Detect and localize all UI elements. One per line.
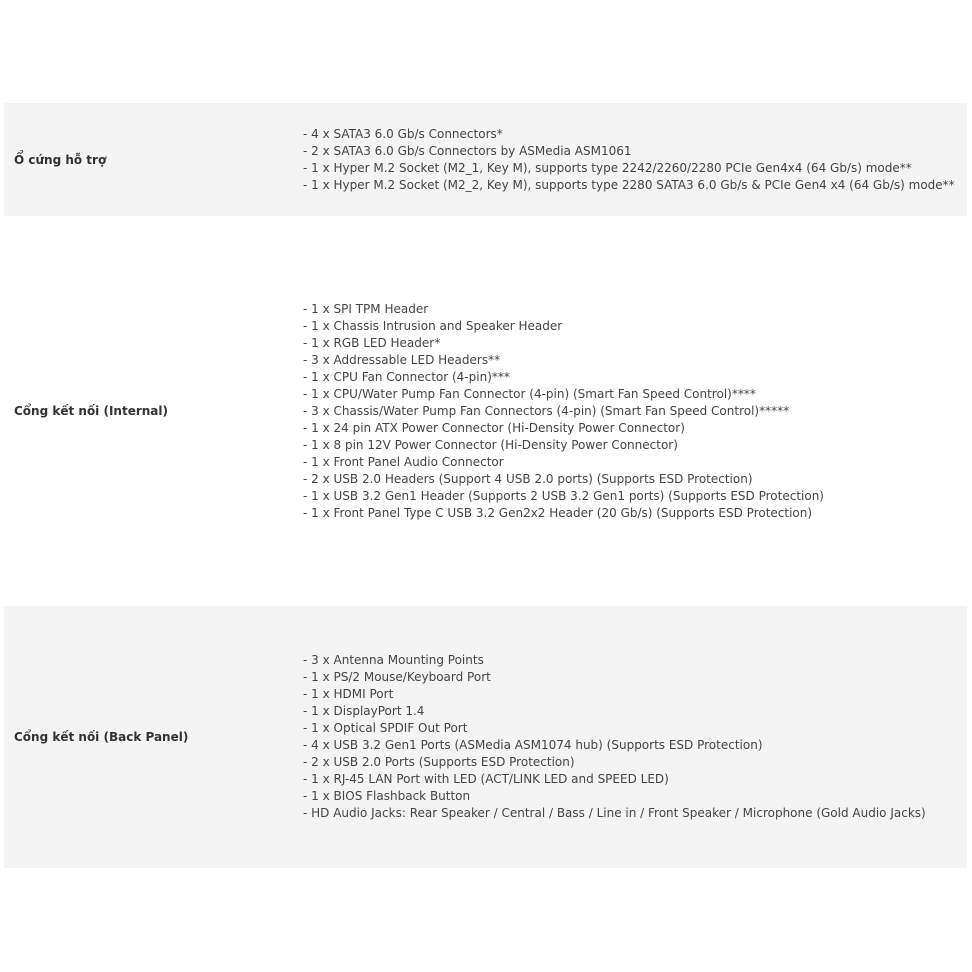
spec-item: - 1 x HDMI Port — [303, 687, 394, 701]
spec-item: - 1 x BIOS Flashback Button — [303, 789, 471, 803]
spec-item: - 4 x USB 3.2 Gen1 Ports (ASMedia ASM1074 hub) (Supports ESD Protection) — [303, 738, 763, 752]
spec-item: - 1 x Optical SPDIF Out Port — [303, 721, 468, 735]
spec-label-storage: Ổ cứng hỗ trợ — [14, 152, 107, 167]
spec-row-internal — [4, 216, 967, 606]
spec-row-back-panel — [4, 606, 967, 868]
spec-list-back-panel — [303, 652, 967, 822]
spec-item: - 1 x Front Panel Type C USB 3.2 Gen2x2 Header (20 Gb/s) (Supports ESD Protection) — [303, 505, 813, 520]
spec-label-internal: Cổng kết nối (Internal) — [14, 404, 168, 418]
spec-item: - 1 x CPU/Water Pump Fan Connector (4-pin) (Smart Fan Speed Control)**** — [303, 386, 756, 401]
spec-item: - 3 x Antenna Mounting Points — [303, 653, 484, 667]
spec-item: - 2 x USB 2.0 Ports (Supports ESD Protection) — [303, 755, 575, 769]
spec-table — [4, 103, 967, 868]
spec-item: - 1 x 24 pin ATX Power Connector (Hi-Density Power Connector) — [303, 420, 685, 435]
spec-item: - 1 x Hyper M.2 Socket (M2_2, Key M), supports type 2280 SATA3 6.0 Gb/s & PCIe Gen4 x4 (64 Gb/s) mode** — [303, 177, 955, 192]
spec-list-internal — [303, 301, 967, 522]
spec-item: - 1 x RJ-45 LAN Port with LED (ACT/LINK LED and SPEED LED) — [303, 772, 669, 786]
spec-item: - 1 x CPU Fan Connector (4-pin)*** — [303, 369, 510, 384]
spec-item: - 3 x Addressable LED Headers** — [303, 352, 501, 367]
spec-item: - 2 x USB 2.0 Headers (Support 4 USB 2.0 ports) (Supports ESD Protection) — [303, 471, 753, 486]
spec-item: - 3 x Chassis/Water Pump Fan Connectors (4-pin) (Smart Fan Speed Control)***** — [303, 403, 790, 418]
spec-item: - 1 x PS/2 Mouse/Keyboard Port — [303, 670, 491, 684]
spec-label-back-panel: Cổng kết nối (Back Panel) — [14, 730, 189, 744]
spec-item: - 1 x USB 3.2 Gen1 Header (Supports 2 USB 3.2 Gen1 ports) (Supports ESD Protection) — [303, 488, 824, 503]
spec-item: - 1 x SPI TPM Header — [303, 301, 429, 316]
spec-item: - 2 x SATA3 6.0 Gb/s Connectors by ASMedia ASM1061 — [303, 143, 632, 158]
spec-row-storage — [4, 103, 967, 216]
spec-item: - 1 x 8 pin 12V Power Connector (Hi-Density Power Connector) — [303, 437, 678, 452]
spec-item: - 1 x Front Panel Audio Connector — [303, 454, 504, 469]
spec-item: - 1 x DisplayPort 1.4 — [303, 704, 425, 718]
spec-item: - 1 x RGB LED Header* — [303, 335, 441, 350]
spec-list-storage — [303, 126, 967, 194]
spec-item: - 4 x SATA3 6.0 Gb/s Connectors* — [303, 126, 503, 141]
spec-item: - HD Audio Jacks: Rear Speaker / Central / Bass / Line in / Front Speaker / Microphone (Gold Audio Jacks) — [303, 806, 926, 820]
spec-item: - 1 x Hyper M.2 Socket (M2_1, Key M), supports type 2242/2260/2280 PCIe Gen4x4 (64 Gb/s) mode** — [303, 160, 912, 175]
spec-item: - 1 x Chassis Intrusion and Speaker Header — [303, 318, 563, 333]
